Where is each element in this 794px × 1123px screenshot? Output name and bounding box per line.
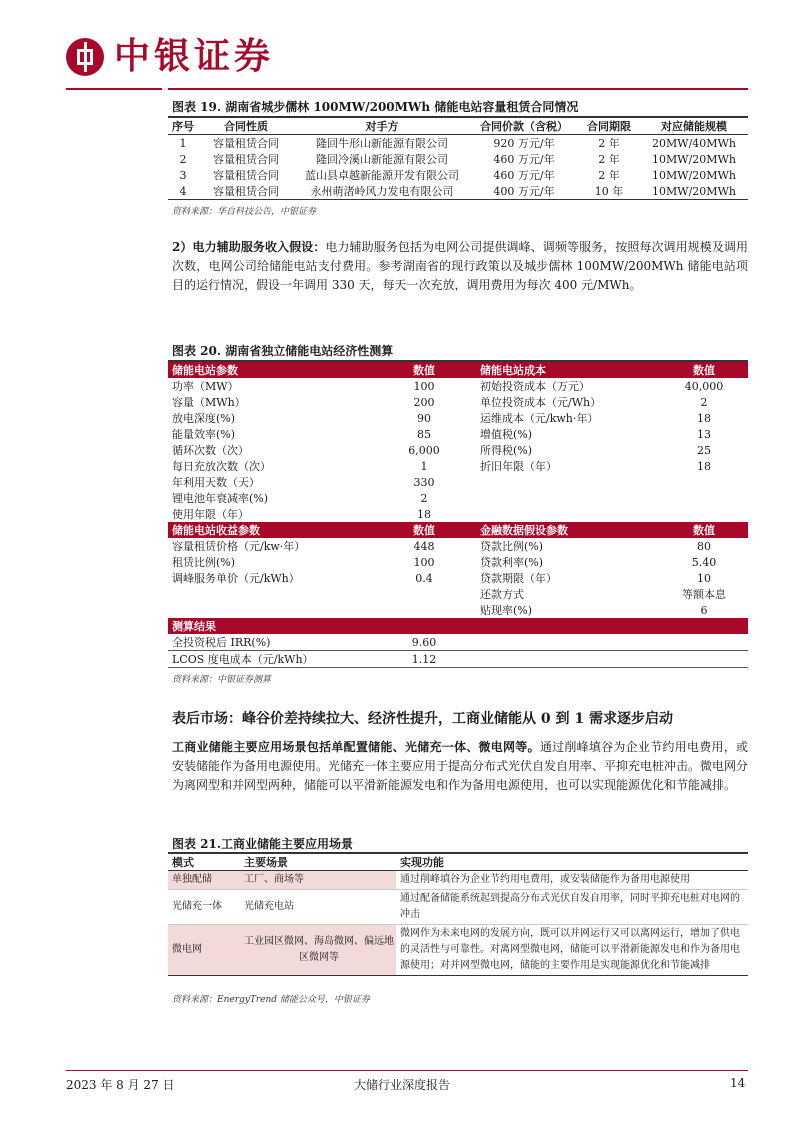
cell bbox=[656, 506, 748, 522]
cell: 10MW/20MWh bbox=[652, 152, 736, 166]
fig20-table bbox=[168, 362, 748, 668]
table-row bbox=[168, 394, 748, 410]
cell: 18 bbox=[417, 507, 431, 521]
brand-name: 中银证券 bbox=[114, 36, 275, 77]
fig20-source: 资料来源：中银证券测算 bbox=[172, 675, 272, 685]
cell: 85 bbox=[417, 427, 431, 441]
cell: 容量租赁价格（元/kw·年） bbox=[172, 540, 306, 553]
cell bbox=[476, 474, 656, 490]
cell: 运维成本（元/kwh·年） bbox=[480, 412, 599, 425]
cell: 3 bbox=[179, 168, 187, 182]
cell: 10 bbox=[697, 571, 711, 585]
cell: 数值 bbox=[656, 362, 748, 378]
cell: 2 年 bbox=[598, 169, 620, 182]
cell: 工业园区微网、海岛微网、偏远地区微网等 bbox=[240, 925, 396, 976]
paragraph-body: 电力辅助服务包括为电网公司提供调峰、调频等服务，按照每次调用规模及调用次数，电网公司给储能电站支付费用。参考湖南省的现行政策以及城步儒林 100MW/200MWh 储能电站项目的运行情况，假设一年调用 330 天，每天一次充放，调用费用为每次 400 元/MWh。 bbox=[172, 240, 748, 292]
cell: 储能电站参数 bbox=[168, 362, 368, 378]
cell: 200 bbox=[413, 395, 435, 409]
cell: 330 bbox=[413, 475, 435, 489]
cell: 初始投资成本（万元） bbox=[480, 380, 590, 393]
cell: 2 bbox=[179, 152, 187, 166]
cell: 能量效率(%) bbox=[172, 428, 236, 441]
fig19-col-type: 合同性质 bbox=[224, 120, 268, 133]
fig21-col-mode: 模式 bbox=[172, 856, 194, 869]
cell: 隆回冷溪山新能源有限公司 bbox=[316, 153, 448, 166]
cell: 贷款比例(%) bbox=[480, 540, 544, 553]
cell: 循环次数（次） bbox=[172, 444, 249, 457]
cell: 微电网 bbox=[168, 925, 240, 976]
fig19-bottom-rule bbox=[168, 199, 748, 200]
cell: 全投资税后 IRR(%) bbox=[168, 634, 368, 651]
paragraph-commercial-storage bbox=[172, 738, 748, 795]
table-row bbox=[168, 442, 748, 458]
cell: 容量租赁合同 bbox=[213, 185, 279, 198]
cell: 隆回牛形山新能源有限公司 bbox=[316, 137, 448, 150]
cell: LCOS 度电成本（元/kWh） bbox=[168, 651, 368, 668]
cell: 锂电池年衰减率(%) bbox=[172, 492, 269, 505]
cell bbox=[368, 602, 476, 618]
footer-date: 2023 年 8 月 27 日 bbox=[66, 1078, 175, 1092]
cell: 40,000 bbox=[684, 379, 724, 393]
table-row bbox=[168, 634, 748, 651]
cell: 容量租赁合同 bbox=[213, 153, 279, 166]
cell: 6,000 bbox=[408, 443, 440, 457]
cell: 920 万元/年 bbox=[493, 137, 555, 150]
fig21-table bbox=[168, 854, 748, 976]
cell: 增值税(%) bbox=[480, 428, 533, 441]
cell: 数值 bbox=[656, 522, 748, 538]
cell: 年利用天数（天） bbox=[172, 476, 260, 489]
fig21-col-function: 实现功能 bbox=[400, 856, 444, 869]
footer-rule bbox=[66, 1070, 748, 1071]
fig19-table bbox=[168, 118, 748, 199]
cell: 蓝山县卓越新能源开发有限公司 bbox=[305, 169, 459, 182]
table-row bbox=[168, 135, 748, 152]
table-row bbox=[168, 538, 748, 554]
cell: 4 bbox=[179, 184, 187, 198]
table-row bbox=[168, 554, 748, 570]
cell: 400 万元/年 bbox=[493, 185, 555, 198]
header-rule bbox=[168, 88, 748, 90]
cell: 光储充一体 bbox=[172, 901, 222, 912]
paragraph-ancillary-services bbox=[172, 238, 748, 295]
cell bbox=[368, 586, 476, 602]
cell: 单独配储 bbox=[168, 871, 240, 890]
cell: 工厂、商场等 bbox=[240, 871, 396, 890]
cell: 100 bbox=[413, 379, 435, 393]
footer-page-number: 14 bbox=[730, 1076, 746, 1090]
fig21-header-row bbox=[168, 854, 748, 871]
cell: 10 年 bbox=[594, 185, 624, 198]
cell: 0.4 bbox=[415, 571, 433, 585]
cell: 测算结果 bbox=[168, 618, 368, 634]
fig20-header-row bbox=[168, 522, 748, 538]
cell: 10MW/20MWh bbox=[652, 168, 736, 182]
fig19-col-scale: 对应储能规模 bbox=[661, 120, 727, 133]
table-row bbox=[168, 458, 748, 474]
cell: 永州萌渚岭风力发电有限公司 bbox=[310, 185, 454, 198]
cell: 调峰服务单价（元/kWh） bbox=[172, 572, 300, 585]
cell: 使用年限（年） bbox=[172, 508, 249, 521]
cell: 460 万元/年 bbox=[493, 169, 555, 182]
table-row bbox=[168, 151, 748, 167]
cell: 光储充电站 bbox=[244, 901, 294, 912]
cell: 折旧年限（年） bbox=[480, 460, 557, 473]
cell: 2 年 bbox=[598, 153, 620, 166]
cell: 通过配备储能系统起到提高分布式光伏自发自用率，同时平抑充电桩对电网的冲击 bbox=[400, 893, 740, 920]
cell: 每日充放次数（次） bbox=[172, 460, 271, 473]
cell: 6 bbox=[700, 603, 708, 617]
cell: 所得税(%) bbox=[480, 444, 533, 457]
fig21-col-scenario: 主要场景 bbox=[244, 856, 288, 869]
cell bbox=[168, 586, 368, 602]
table-row bbox=[168, 474, 748, 490]
cell: 90 bbox=[417, 411, 431, 425]
fig20-header-row bbox=[168, 618, 748, 634]
table-row bbox=[168, 167, 748, 183]
cell: 18 bbox=[697, 411, 711, 425]
cell: 放电深度(%) bbox=[172, 412, 236, 425]
table-row bbox=[168, 378, 748, 394]
table-row bbox=[168, 426, 748, 442]
table-row bbox=[168, 183, 748, 199]
cell: 460 万元/年 bbox=[493, 153, 555, 166]
paragraph-body: 通过削峰填谷为企业节约用电费用，或安装储能作为备用电源使用。光储充一体主要应用于提高分布式光伏自发自用率、平抑充电桩冲击。微电网分为离网型和并网型两种，储能可以平滑新能源发电和作为备用电源使用，也可以实现能源优化和节能减排。 bbox=[172, 740, 749, 792]
cell bbox=[656, 490, 748, 506]
cell: 储能电站收益参数 bbox=[168, 522, 368, 538]
cell: 25 bbox=[697, 443, 711, 457]
brand-logo-icon bbox=[66, 38, 104, 76]
cell: 9.60 bbox=[368, 634, 476, 651]
paragraph-lead: 2）电力辅助服务收入假设： bbox=[172, 240, 326, 254]
table-row bbox=[168, 570, 748, 586]
table-row bbox=[168, 586, 748, 602]
table-row bbox=[168, 490, 748, 506]
fig19-col-price: 合同价款（含税） bbox=[480, 120, 568, 133]
cell: 通过削峰填谷为企业节约用电费用，或安装储能作为备用电源使用 bbox=[396, 871, 748, 890]
cell: 20MW/40MWh bbox=[652, 136, 736, 150]
cell: 2 bbox=[700, 395, 708, 409]
fig21-title: 图表 21.工商业储能主要应用场景 bbox=[172, 837, 354, 851]
header-rule-left bbox=[66, 88, 162, 90]
cell: 还款方式 bbox=[480, 588, 524, 601]
fig19-col-index: 序号 bbox=[172, 120, 194, 133]
cell: 5.40 bbox=[691, 555, 717, 569]
paragraph-lead: 工商业储能主要应用场景包括单配置储能、光储充一体、微电网等。 bbox=[172, 740, 540, 754]
cell: 10MW/20MWh bbox=[652, 184, 736, 198]
cell: 数值 bbox=[368, 362, 476, 378]
cell bbox=[476, 506, 656, 522]
cell: 数值 bbox=[368, 522, 476, 538]
cell: 80 bbox=[697, 539, 711, 553]
footer-report-title: 大储行业深度报告 bbox=[354, 1078, 451, 1092]
cell: 租赁比例(%) bbox=[172, 556, 236, 569]
fig20-header-row bbox=[168, 362, 748, 378]
cell: 贷款期限（年） bbox=[480, 572, 557, 585]
cell: 1 bbox=[420, 459, 428, 473]
section-heading: 表后市场：峰谷价差持续拉大、经济性提升，工商业储能从 0 到 1 需求逐步启动 bbox=[172, 711, 673, 727]
fig19-col-term: 合同期限 bbox=[587, 120, 631, 133]
table-row bbox=[168, 602, 748, 618]
cell: 单位投资成本（元/Wh） bbox=[480, 396, 602, 409]
cell: 微网作为未来电网的发展方向，既可以并网运行又可以离网运行，增加了供电的灵活性与可靠性。对离网型微电网，储能可以平滑新能源发电和作为备用电源使用；对并网型微电网，储能的主要作用是实现能源优化和节能减排 bbox=[396, 925, 748, 976]
cell bbox=[368, 618, 476, 634]
fig21-source: 资料来源：EnergyTrend 储能公众号，中银证券 bbox=[172, 995, 370, 1005]
cell bbox=[476, 490, 656, 506]
cell: 容量（MWh） bbox=[172, 396, 246, 409]
cell: 1 bbox=[179, 136, 187, 150]
cell: 2 bbox=[420, 491, 428, 505]
table-row bbox=[168, 890, 748, 925]
fig19-title: 图表 19. 湖南省城步儒林 100MW/200MWh 储能电站容量租赁合同情况 bbox=[172, 100, 579, 114]
cell: 金融数据假设参数 bbox=[476, 522, 656, 538]
fig19-col-party: 对手方 bbox=[365, 120, 399, 133]
cell: 贴现率(%) bbox=[480, 604, 533, 617]
table-row bbox=[168, 871, 748, 890]
cell: 等额本息 bbox=[682, 588, 726, 601]
fig19-source: 资料来源：华自科技公告，中银证券 bbox=[172, 207, 317, 217]
cell: 1.12 bbox=[368, 651, 476, 668]
cell bbox=[656, 474, 748, 490]
cell: 2 年 bbox=[598, 137, 620, 150]
cell bbox=[168, 602, 368, 618]
table-row bbox=[168, 506, 748, 522]
table-row bbox=[168, 651, 748, 668]
fig19-header-row bbox=[168, 118, 748, 135]
cell: 储能电站成本 bbox=[476, 362, 656, 378]
cell: 13 bbox=[697, 427, 711, 441]
cell: 18 bbox=[697, 459, 711, 473]
table-row bbox=[168, 410, 748, 426]
fig20-title: 图表 20. 湖南省独立储能电站经济性测算 bbox=[172, 344, 394, 358]
cell: 功率（MW） bbox=[172, 380, 239, 393]
cell: 448 bbox=[413, 539, 435, 553]
cell: 100 bbox=[413, 555, 435, 569]
cell: 容量租赁合同 bbox=[213, 137, 279, 150]
cell: 贷款利率(%) bbox=[480, 556, 544, 569]
table-row bbox=[168, 925, 748, 976]
cell: 容量租赁合同 bbox=[213, 169, 279, 182]
